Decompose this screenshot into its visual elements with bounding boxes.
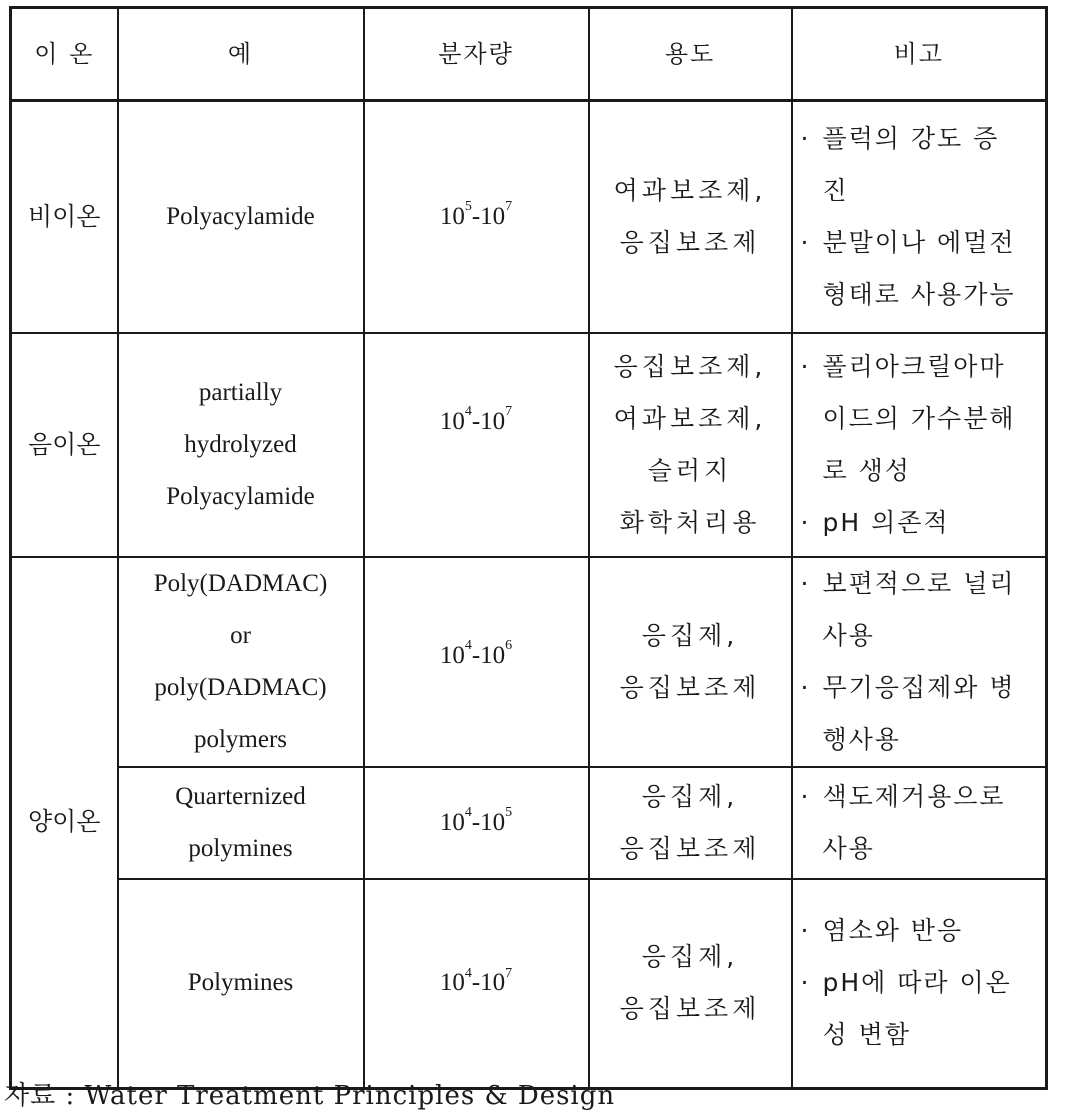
usage-line: 응집제, [641,942,739,972]
bullet: · [800,672,811,702]
molecular-weight [364,879,589,1089]
usage-cell [589,767,792,879]
mw-exponent: 4 [464,965,472,981]
example-line: polymines [188,834,293,862]
example-line: Polyacylamide [166,482,315,510]
mw-separator: - [471,407,481,435]
header-row [11,8,1047,101]
header-example: 예 [118,8,364,101]
table-row [11,879,1047,1089]
bullet: · [800,507,811,537]
mw-exponent: 4 [464,638,472,654]
header-molecular-weight: 분자량 [364,8,589,101]
mw-separator: - [471,808,481,836]
example-line: Quarternized [175,782,306,810]
usage-cell [589,557,792,767]
example-cell [118,879,364,1089]
remark-line: 진 [822,175,849,205]
header-usage: 용도 [589,8,792,101]
remark-line: · 염소와 반응 [801,905,1040,957]
ion-type: 양이온 [11,557,118,1089]
bullet: · [800,916,811,946]
bullet: · [800,781,811,811]
example-line: Polymines [187,969,294,997]
mw-exponent: 5 [464,199,472,215]
mw-exponent: 4 [464,805,472,821]
mw-base: 10 [439,641,465,669]
example-line: partially [198,378,283,406]
remark-line: · 보편적으로 널리 [801,558,1040,610]
usage-line: 응집제, [641,781,739,811]
example-line: or [230,621,251,649]
usage-cell [589,101,792,333]
mw-base: 10 [439,407,465,435]
molecular-weight [364,333,589,557]
remark-line: · pH 의존적 [801,497,1040,549]
polymer-table [9,6,1048,1090]
mw-base: 10 [439,202,465,230]
usage-line: 응집보조제, [613,351,767,381]
header-ion: 이 온 [11,8,118,101]
bullet: · [800,351,811,381]
table-row [11,557,1047,767]
remark-line: 성 변함 [822,1020,911,1050]
remark-line: 로 생성 [822,455,911,485]
remark-line: 사용 [822,833,875,863]
bullet: · [800,968,811,998]
remark-line: 사용 [822,620,875,650]
remark-line: · 분말이나 에멀전 [801,217,1040,269]
mw-exponent: 5 [505,805,513,821]
remark-line: · 색도제거용으로 [801,771,1040,823]
mw-base: 10 [480,808,506,836]
molecular-weight [364,767,589,879]
usage-cell [589,879,792,1089]
molecular-weight [364,557,589,767]
usage-line: 슬러지 [647,455,733,485]
mw-base: 10 [439,808,465,836]
mw-separator: - [471,641,481,669]
mw-base: 10 [439,969,465,997]
remark-cell [792,101,1047,333]
mw-exponent: 4 [464,404,472,420]
example-line: poly(DADMAC) [154,673,327,701]
source-label: 자료 [4,1081,57,1111]
remark-cell [792,767,1047,879]
remark-line: · pH에 따라 이온 [801,957,1040,1009]
source-citation [4,1075,615,1112]
remark-line: · 폴리아크릴아마 [801,341,1040,393]
table-header [11,8,1047,101]
mw-exponent: 7 [505,965,513,981]
bullet: · [800,123,811,153]
mw-exponent: 6 [505,638,513,654]
remark-line: · 무기응집제와 병 [801,662,1040,714]
mw-base: 10 [480,407,506,435]
usage-line: 화학처리용 [619,507,761,537]
header-remark: 비고 [792,8,1047,101]
usage-line: 응집제, [641,620,739,650]
bullet: · [800,227,811,257]
usage-line: 응집보조제 [619,227,761,257]
mw-base: 10 [480,202,506,230]
example-line: Polyacylamide [166,202,315,230]
mw-exponent: 7 [505,199,513,215]
example-cell [118,767,364,879]
remark-line: 형태로 사용가능 [822,279,1016,309]
usage-line: 응집보조제 [619,994,761,1024]
table-row [11,767,1047,879]
remark-cell [792,557,1047,767]
example-cell [118,101,364,333]
ion-type: 음이온 [11,333,118,557]
source-text: Water Treatment Principles & Design [84,1081,616,1111]
example-cell [118,333,364,557]
mw-exponent: 7 [505,404,513,420]
usage-line: 응집보조제 [619,672,761,702]
usage-line: 응집보조제 [619,833,761,863]
mw-base: 10 [480,641,506,669]
example-line: Poly(DADMAC) [153,569,328,597]
example-line: hydrolyzed [184,430,297,458]
example-line: polymers [193,725,288,753]
usage-line: 여과보조제, [613,403,767,433]
remark-line: 이드의 가수분해 [822,403,1016,433]
example-cell [118,557,364,767]
table-row [11,333,1047,557]
table-row [11,101,1047,333]
mw-base: 10 [480,969,506,997]
usage-line: 여과보조제, [613,175,767,205]
usage-cell [589,333,792,557]
bullet: · [800,568,811,598]
remark-cell [792,879,1047,1089]
ion-type: 비이온 [11,101,118,333]
source-separator: : [56,1081,85,1111]
mw-separator: - [471,969,481,997]
remark-cell [792,333,1047,557]
remark-line: 행사용 [822,724,901,754]
mw-separator: - [471,202,481,230]
molecular-weight [364,101,589,333]
remark-line: · 플럭의 강도 증 [801,113,1040,165]
